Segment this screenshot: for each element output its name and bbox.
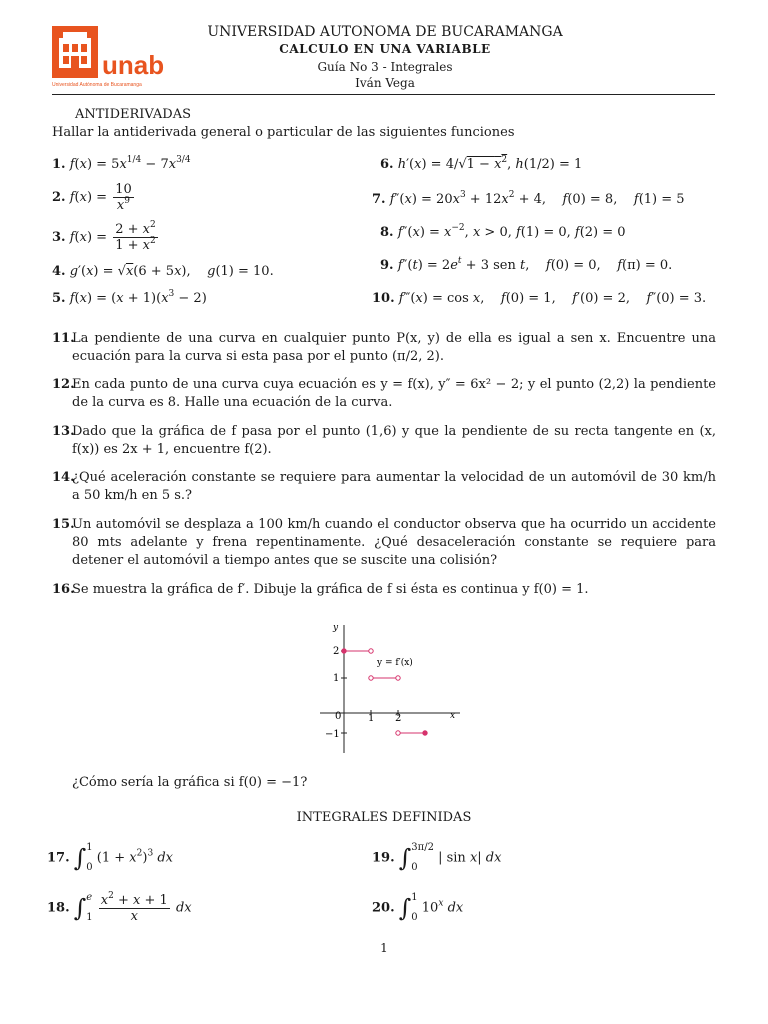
university-name: UNIVERSIDAD AUTONOMA DE BUCARAMANGA	[207, 24, 563, 40]
question-after-graph: ¿Cómo sería la gráfica si f(0) = −1?	[72, 775, 308, 790]
problem-14: 14. ¿Qué aceleración constante se requiere para aumentar la velocidad de un automóvil de 30 km/h a 50 km/h en 5 s.?	[52, 470, 716, 503]
endpoint-open-2	[369, 676, 373, 680]
header-divider	[52, 94, 715, 95]
problem-9: 9. $f''(t) = 2e^t + 3$ sen t, f(0) = 0, f(π) = 0.	[380, 256, 673, 273]
problem-16: 16. Se muestra la gráfica de f′. Dibuje la gráfica de f si ésta es continua y f(0) = 1.	[52, 582, 589, 597]
tick-x-2: 2	[395, 713, 402, 724]
problem-8: 8. $f''(x) = x^{-2}$, x > 0, f(1) = 0, f(2) = 0	[380, 223, 626, 240]
course-name: CALCULO EN UNA VARIABLE	[279, 42, 491, 56]
author: Iván Vega	[355, 76, 415, 90]
logo-subtext: Universidad Autónoma de Bucaramanga	[52, 82, 142, 88]
problem-10: 10. f‴(x) = cos x, f(0) = 1, f′(0) = 2, f″(0) = 3.	[372, 291, 707, 306]
integral-20: 20. ∫ 1 0 10$^x$ dx	[372, 892, 464, 923]
problem-6: 6. $h'(x) = 4/√1 - x^2$, h(1/2) = 1	[380, 155, 583, 172]
problem-12: 12. En cada punto de una curva cuya ecuación es y = f(x), y″ = 6x² − 2; y el punto (2,2) la pendiente de la curva es 8. Halle una ecuación de la curva.	[52, 377, 716, 410]
tick-y-minus1: −1	[325, 729, 340, 740]
endpoint-open-1	[369, 649, 373, 653]
derivative-graph	[315, 615, 465, 755]
integral-18: 18. ∫ e 1 $\frac{x^2 + x + 1}{x}$ dx	[47, 890, 192, 924]
endpoint-closed-2	[423, 731, 427, 735]
problem-7: 7. $f''(x) = 20x^3 + 12x^2 + 4$, f(0) = 8, f(1) = 5	[372, 190, 685, 207]
problem-15: 15. Un automóvil se desplaza a 100 km/h cuando el conductor observa que ha ocurrido un accidente 80 mts adelante y frena repentinamente. ¿Qué desaceleración constante se requiere para detener el automóvil a tiempo antes que se suscite una colisión?	[52, 517, 716, 568]
curve-label: y = f′(x)	[377, 658, 413, 668]
section-title-antiderivadas: ANTIDERIVADAS	[75, 107, 192, 122]
tick-x-1: 1	[368, 713, 375, 724]
integral-19: 19. ∫ 3π/2 0 | sin x| dx	[372, 842, 502, 873]
university-logo	[52, 26, 165, 92]
logo-text: unab	[102, 50, 165, 80]
tick-y-2: 2	[333, 646, 340, 657]
y-axis-label: y	[333, 623, 339, 633]
guide-title: Guía No 3 - Integrales	[317, 60, 453, 74]
problem-5: 5. $f(x) = (x + 1)(x^3 - 2)$	[52, 289, 207, 306]
problem-13: 13. Dado que la gráfica de f pasa por el punto (1,6) y que la pendiente de su recta tangente en (x, f(x)) es 2x + 1, encuentre f(2).	[52, 424, 716, 457]
section-title-integrales: INTEGRALES DEFINIDAS	[296, 810, 472, 825]
endpoint-open-4	[396, 731, 400, 735]
integral-17: 17. ∫ 1 0 $(1 + x^2)^3$ dx	[47, 842, 173, 873]
problem-4: 4. g′(x) = √x(6 + 5x), g(1) = 10.	[52, 264, 274, 279]
page-number: 1	[380, 941, 388, 955]
problem-3: 3. f(x) = $\frac{2 + x^2}{1 + x^2}$	[52, 220, 156, 253]
x-axis-label: x	[450, 711, 456, 721]
problem-1: 1. $f(x) = 5x^{1/4} - 7x^{3/4}$	[52, 155, 191, 172]
problem-11: 11. La pendiente de una curva en cualquier punto P(x, y) de ella es igual a sen x. Encuentre una ecuación para la curva si esta pasa por el punto (π/2, 2).	[52, 331, 716, 364]
problem-2: 2. f(x) = $\frac{10}{x^9}$	[52, 182, 132, 213]
section-intro: Hallar la antiderivada general o particular de las siguientes funciones	[52, 125, 515, 140]
tick-x-0: 0	[335, 711, 342, 722]
tick-y-1: 1	[333, 673, 340, 684]
endpoint-open-3	[396, 676, 400, 680]
endpoint-closed-1	[342, 649, 346, 653]
